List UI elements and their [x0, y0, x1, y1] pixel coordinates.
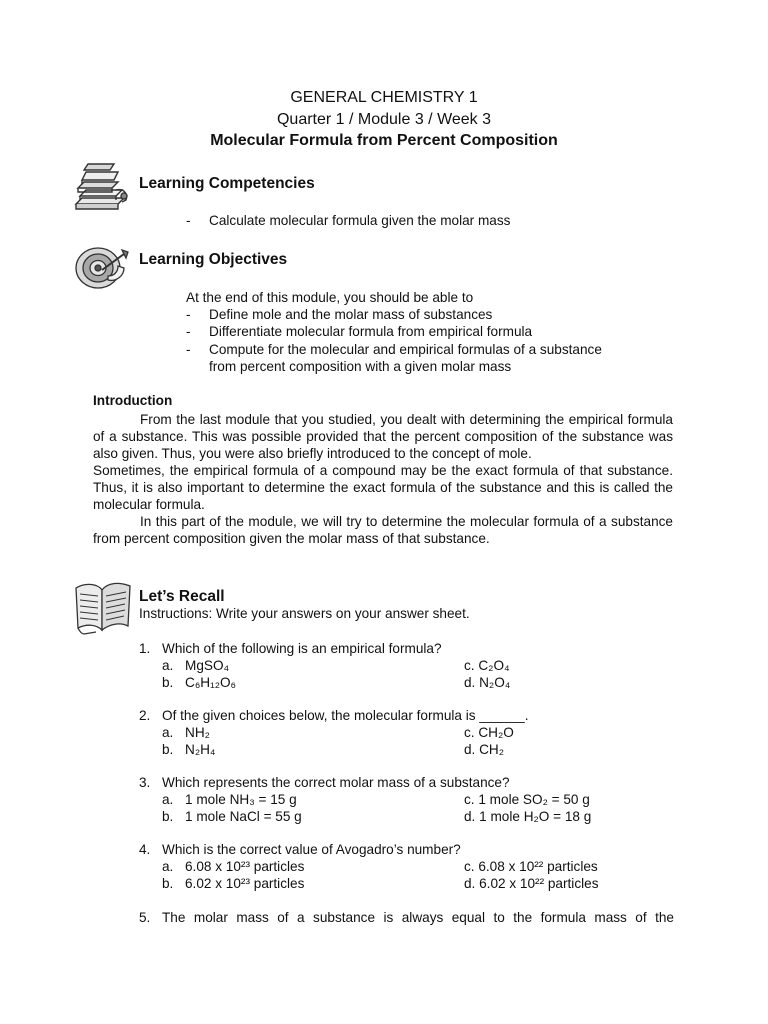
option-d: d. CH₂: [464, 742, 505, 757]
option-a: 1 mole NH₃ = 15 g: [185, 792, 297, 807]
option-d: d. 6.02 x 10²² particles: [464, 876, 599, 891]
option-a: 6.08 x 10²³ particles: [185, 859, 305, 874]
option-letter: a.: [162, 859, 174, 874]
competencies-heading: Learning Competencies: [139, 175, 315, 192]
option-b: 1 mole NaCl = 55 g: [185, 809, 302, 824]
objectives-heading: Learning Objectives: [139, 251, 288, 268]
introduction-paragraph: In this part of the module, we will try to determine the molecular formula of a substance from percent composition given the molar mass of that substance.: [93, 514, 673, 546]
option-c: c. C₂O₄: [464, 658, 510, 673]
option-letter: b.: [162, 809, 174, 824]
option-letter: a.: [162, 658, 174, 673]
option-letter: b.: [162, 742, 174, 757]
question-3: [139, 774, 679, 825]
option-c: c. CH₂O: [464, 725, 514, 740]
option-b: N₂H₄: [185, 742, 216, 757]
objective-item: [186, 306, 492, 323]
dash-bullet: -: [186, 307, 191, 322]
question-stem: Of the given choices below, the molecular formula is ______.: [162, 708, 529, 723]
question-4: [139, 841, 679, 892]
option-d: d. 1 mole H₂O = 18 g: [464, 809, 592, 824]
question-number: 4.: [139, 842, 151, 857]
objective-text: from percent composition with a given molar mass: [209, 359, 512, 374]
introduction-paragraph: Sometimes, the empirical formula of a compound may be the exact formula of that substance. Thus, it is also important to determine the exact formula of the substance and this is called the molecular formula.: [93, 463, 673, 512]
option-a: NH₂: [185, 725, 210, 740]
question-number: 5.: [139, 910, 151, 925]
dash-bullet: -: [186, 342, 191, 357]
question-number: 3.: [139, 775, 151, 790]
objectives-intro: At the end of this module, you should be able to: [186, 290, 474, 305]
question-stem: Which represents the correct molar mass of a substance?: [162, 775, 510, 790]
question-stem: Which is the correct value of Avogadro’s number?: [162, 842, 461, 857]
dash-bullet: -: [186, 324, 191, 339]
option-b: C₆H₁₂O₆: [185, 675, 237, 690]
doc-quarter-module-week: Quarter 1 / Module 3 / Week 3: [276, 111, 492, 128]
introduction-paragraph: From the last module that you studied, you dealt with determining the empirical formula of a substance. This was possible provided that the percent composition of the substance was also given. Thus, you were also briefly introduced to the concept of mole.: [93, 412, 673, 461]
recall-instructions: Instructions: Write your answers on your answer sheet.: [139, 606, 470, 621]
introduction-body: [93, 411, 673, 547]
question-number: 2.: [139, 708, 151, 723]
option-d: d. N₂O₄: [464, 675, 511, 690]
option-letter: a.: [162, 792, 174, 807]
objective-text: Differentiate molecular formula from empirical formula: [209, 324, 533, 339]
option-b: 6.02 x 10²³ particles: [185, 876, 305, 891]
competency-item: [186, 212, 510, 229]
objective-item: [186, 323, 532, 340]
option-letter: a.: [162, 725, 174, 740]
option-c: c. 6.08 x 10²² particles: [464, 859, 598, 874]
question-1: [139, 640, 679, 691]
question-stem-line: [139, 909, 674, 926]
doc-title: Molecular Formula from Percent Composition: [210, 132, 558, 149]
target-dart-icon: [72, 240, 132, 296]
objective-text: Define mole and the molar mass of substances: [209, 307, 493, 322]
question-5: [139, 909, 674, 926]
objective-text: Compute for the molecular and empirical formulas of a substance: [209, 342, 602, 357]
doc-subject: GENERAL CHEMISTRY 1: [290, 89, 478, 106]
objective-item: [186, 341, 602, 358]
question-2: [139, 707, 679, 758]
introduction-heading: Introduction: [93, 393, 173, 408]
option-c: c. 1 mole SO₂ = 50 g: [464, 792, 590, 807]
stack-of-books-icon: [72, 160, 132, 212]
option-letter: b.: [162, 675, 174, 690]
objective-item-continued: [186, 358, 511, 375]
question-stem: The molar mass of a substance is always equal to the formula mass of the: [162, 910, 674, 925]
question-stem: Which of the following is an empirical formula?: [162, 641, 442, 656]
competency-text: Calculate molecular formula given the molar mass: [209, 213, 511, 228]
option-a: MgSO₄: [185, 658, 230, 673]
question-number: 1.: [139, 641, 151, 656]
recall-heading: Let’s Recall: [139, 588, 225, 605]
dash-bullet: -: [186, 213, 191, 228]
option-letter: b.: [162, 876, 174, 891]
open-book-icon: [72, 578, 136, 636]
